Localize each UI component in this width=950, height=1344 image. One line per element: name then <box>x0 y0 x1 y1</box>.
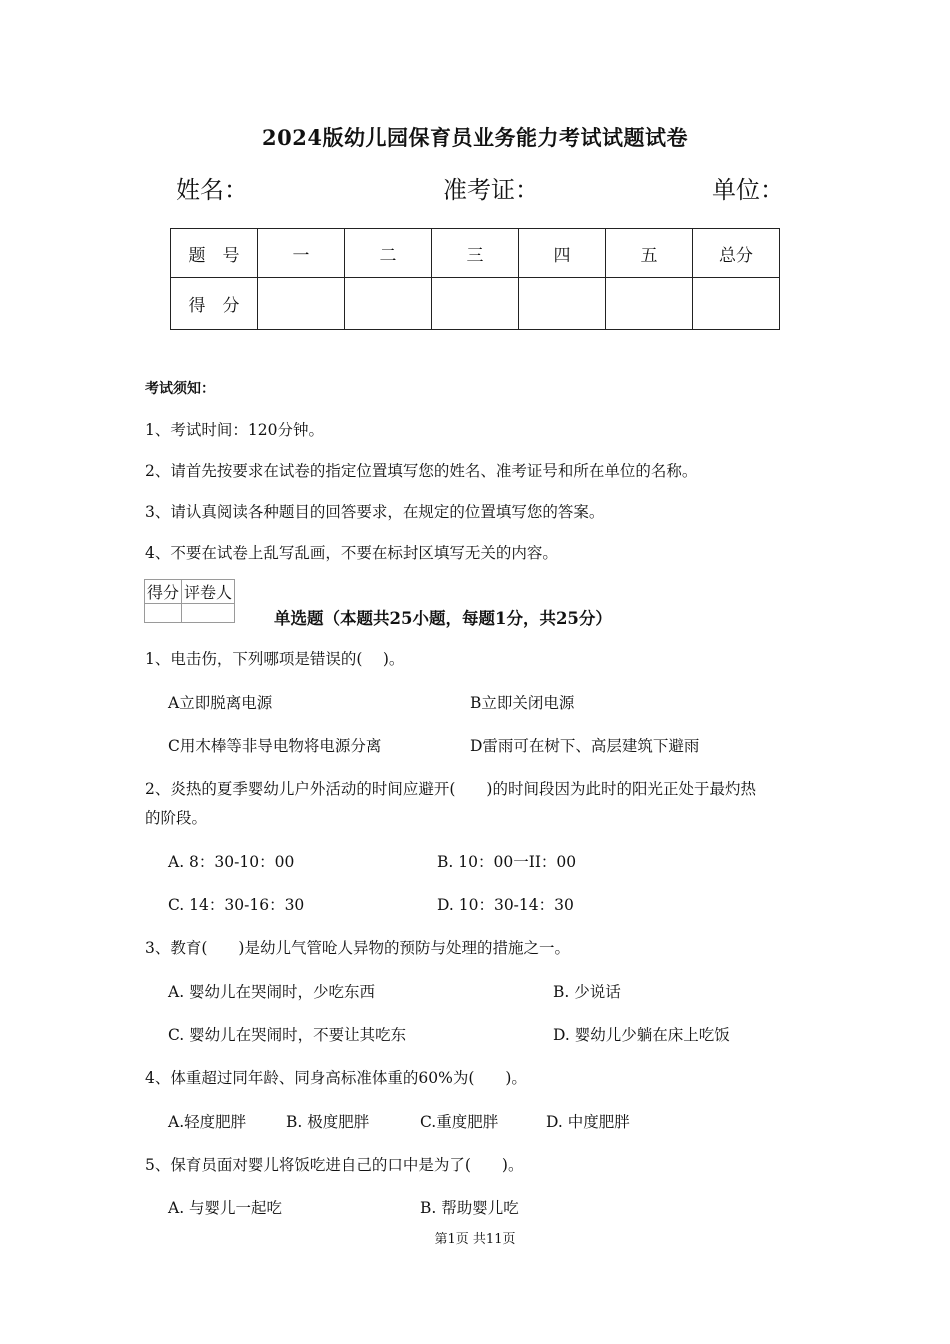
unit-label: 单位： <box>712 176 784 204</box>
answer-option: B. 极度肥胖 <box>286 1113 370 1131</box>
answer-option: C. 婴幼儿在哭闹时，不要让其吃东 <box>168 1026 407 1044</box>
score-cell <box>258 278 345 330</box>
answer-option: B. 少说话 <box>553 983 621 1001</box>
answer-option: D. 10：30-14：30 <box>437 896 574 914</box>
score-header-cell: 二 <box>345 229 432 278</box>
score-header-cell: 五 <box>606 229 693 278</box>
answer-option: B. 帮助婴儿吃 <box>420 1199 519 1217</box>
notes-title: 考试须知： <box>145 381 215 397</box>
answer-option: B立即关闭电源 <box>470 694 575 712</box>
note-item: 3、请认真阅读各种题目的回答要求，在规定的位置填写您的答案。 <box>145 503 605 521</box>
page-footer: 第1页 共11页 <box>434 1232 516 1247</box>
score-cell <box>693 278 780 330</box>
note-item: 4、不要在试卷上乱写乱画，不要在标封区填写无关的内容。 <box>145 544 558 562</box>
answer-option: A. 与婴儿一起吃 <box>168 1199 283 1217</box>
answer-option: C. 14：30-16：30 <box>168 896 305 914</box>
question-stem: 5、保育员面对婴儿将饭吃进自己的口中是为了( )。 <box>145 1156 524 1174</box>
answer-option: D. 中度肥胖 <box>546 1113 630 1131</box>
score-header-cell: 四 <box>519 229 606 278</box>
score-cell <box>519 278 606 330</box>
score-table <box>170 228 780 330</box>
answer-option: D雷雨可在树下、高层建筑下避雨 <box>470 737 700 755</box>
score-header-cell: 三 <box>432 229 519 278</box>
name-label: 姓名： <box>176 176 248 204</box>
section-heading: 单选题（本题共25小题，每题1分，共25分） <box>274 609 612 628</box>
question-stem: 3、教育( )是幼儿气管呛人异物的预防与处理的措施之一。 <box>145 939 570 957</box>
score-header-cell: 题 号 <box>171 229 258 278</box>
answer-option: C用木棒等非导电物将电源分离 <box>168 737 382 755</box>
score-header-cell: 一 <box>258 229 345 278</box>
note-item: 1、考试时间：120分钟。 <box>145 421 324 439</box>
score-cell <box>432 278 519 330</box>
answer-option: A. 婴幼儿在哭闹时，少吃东西 <box>168 983 376 1001</box>
grader-reviewer-cell <box>182 604 235 623</box>
score-cell <box>345 278 432 330</box>
answer-option: A. 8：30-10：00 <box>168 853 295 871</box>
answer-option: D. 婴幼儿少躺在床上吃饭 <box>553 1026 730 1044</box>
score-table-score-row <box>171 278 780 330</box>
page-title: 2024版幼儿园保育员业务能力考试试题试卷 <box>262 125 688 150</box>
question-stem: 4、体重超过同年龄、同身高标准体重的60%为( )。 <box>145 1069 527 1087</box>
score-table-header-row <box>171 229 780 278</box>
grader-box <box>144 579 235 623</box>
question-stem: 2、炎热的夏季婴幼儿户外活动的时间应避开( )的时间段因为此时的阳光正处于最灼热 <box>145 780 756 798</box>
grader-score-cell <box>145 604 182 623</box>
score-header-cell: 总分 <box>693 229 780 278</box>
answer-option: A立即脱离电源 <box>168 694 273 712</box>
note-item: 2、请首先按要求在试卷的指定位置填写您的姓名、准考证号和所在单位的名称。 <box>145 462 698 480</box>
answer-option: C.重度肥胖 <box>420 1113 499 1131</box>
grader-reviewer-label: 评卷人 <box>182 580 235 604</box>
question-stem-continuation: 的阶段。 <box>145 809 208 827</box>
grader-score-label: 得分 <box>145 580 182 604</box>
answer-option: A.轻度肥胖 <box>168 1113 247 1131</box>
score-row-label: 得 分 <box>171 278 258 330</box>
exam-number-label: 准考证： <box>443 176 539 204</box>
score-cell <box>606 278 693 330</box>
question-stem: 1、电击伤，下列哪项是错误的( )。 <box>145 650 405 668</box>
answer-option: B. 10：00一II：00 <box>437 853 577 871</box>
